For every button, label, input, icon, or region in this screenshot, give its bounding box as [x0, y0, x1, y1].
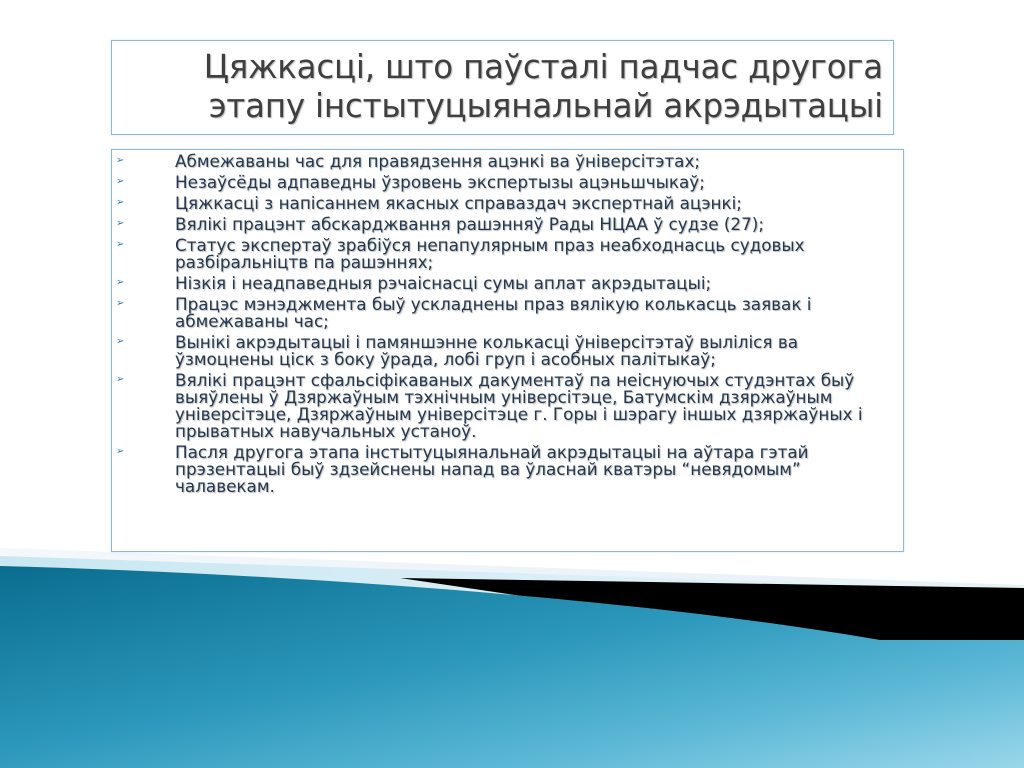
- arrow-bullet-icon: ➢: [116, 446, 125, 457]
- list-item: [112, 174, 903, 191]
- arrow-bullet-icon: ➢: [116, 176, 125, 187]
- list-item: [112, 444, 903, 495]
- list-item: [112, 237, 903, 271]
- list-item-text: Працэс мэнэджмента быў ускладнены праз вялікую колькасць заявак і абмежаваны час;: [175, 294, 812, 331]
- bullet-list: [112, 153, 903, 499]
- list-item-text: Вялікі працэнт абскарджвання рашэнняў Рады НЦАА ў судзе (27);: [175, 214, 764, 234]
- list-item: [112, 334, 903, 368]
- arrow-bullet-icon: ➢: [116, 239, 125, 250]
- arrow-bullet-icon: ➢: [116, 155, 125, 166]
- list-item-text: Абмежаваны час для правядзення ацэнкі ва ўніверсітэтах;: [175, 151, 701, 171]
- slide-title: Цяжкасці, што паўсталі падчас другога этапу інстытуцыянальнай акрэдытацыі: [203, 48, 883, 125]
- arrow-bullet-icon: ➢: [116, 298, 125, 309]
- list-item-text: Пасля другога этапа інстытуцыянальнай акрэдытацыі на аўтара гэтай прэзентацыі быў здзейснены напад ва ўласнай кватэры “невядомым” чалавекам.: [175, 442, 809, 496]
- list-item-text: Вялікі працэнт сфальсіфікаваных дакументаў па неіснуючых студэнтах быў выяўлены ў Дзяржаўным тэхнічным універсітэце, Батумскім дзяржаўным універсітэце, Дзяржаўным універсітэце г. Горы і шэрагу іншых дзяржаўных і прыватных навучальных устаноў.: [175, 370, 863, 441]
- list-item-text: Незаўсёды адпаведны ўзровень экспертызы ацэньшчыкаў;: [175, 172, 705, 192]
- list-item: [112, 216, 903, 233]
- arrow-bullet-icon: ➢: [116, 218, 125, 229]
- list-item: [112, 195, 903, 212]
- list-item: [112, 296, 903, 330]
- list-item-text: Цяжкасці з напісаннем якасных справаздач экспертнай ацэнкі;: [175, 193, 742, 213]
- teal-wave-shape: [0, 566, 1024, 768]
- list-item: [112, 372, 903, 440]
- title-box: [111, 40, 894, 135]
- content-box: [111, 149, 904, 552]
- arrow-bullet-icon: ➢: [116, 277, 125, 288]
- black-stripe-shape: [400, 578, 1024, 640]
- list-item: [112, 153, 903, 170]
- list-item: [112, 275, 903, 292]
- arrow-bullet-icon: ➢: [116, 336, 125, 347]
- list-item-text: Вынікі акрэдытацыі і памяншэнне колькасці ўніверсітэтаў выліліся ва ўзмоцнены ціск з боку ўрада, лобі груп і асобных палітыкаў;: [175, 332, 798, 369]
- list-item-text: Нізкія і неадпаведныя рэчаіснасці сумы аплат акрэдытацыі;: [175, 273, 712, 293]
- light-band-shape: [0, 548, 1024, 640]
- arrow-bullet-icon: ➢: [116, 197, 125, 208]
- light-blue-strip-shape: [0, 556, 1024, 768]
- list-item-text: Статус экспертаў зрабіўся непапулярным праз неабходнасць судовых разбіральніцтв па рашэннях;: [175, 235, 805, 272]
- arrow-bullet-icon: ➢: [116, 374, 125, 385]
